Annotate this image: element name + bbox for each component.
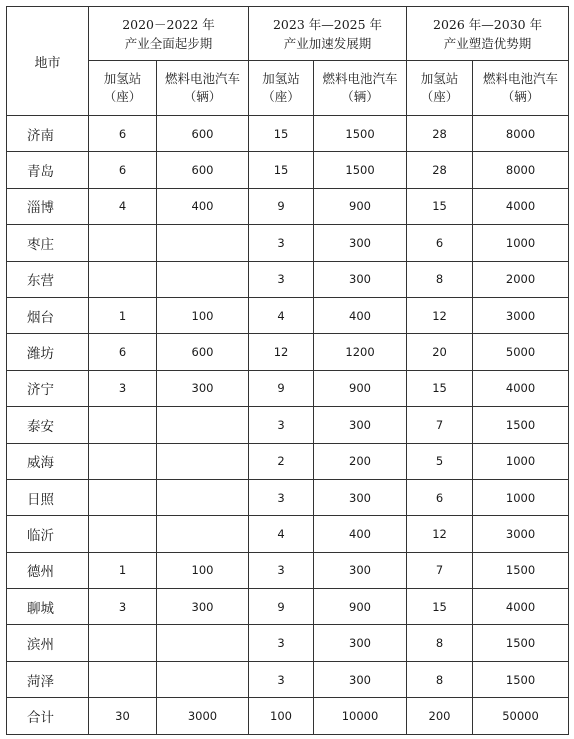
stations-cell: 3: [249, 661, 314, 697]
stations-cell: 15: [407, 370, 473, 406]
stations-unit: （座）: [103, 89, 142, 104]
table-row: [7, 225, 569, 261]
vehicles-cell: 8000: [473, 152, 569, 188]
city-cell: 滨州: [7, 625, 89, 661]
city-cell: 临沂: [7, 516, 89, 552]
stations-header: [407, 61, 473, 116]
vehicles-cell: 3000: [473, 516, 569, 552]
table-row: [7, 116, 569, 152]
stations-cell: 15: [407, 589, 473, 625]
stations-cell: 3: [249, 407, 314, 443]
table-row: [7, 479, 569, 515]
vehicles-cell: 300: [314, 225, 407, 261]
vehicles-cell: 200: [314, 443, 407, 479]
vehicles-cell: 900: [314, 370, 407, 406]
stations-cell: 15: [249, 116, 314, 152]
period-years: 2020－2022 年: [122, 16, 215, 32]
vehicles-cell: 1000: [473, 443, 569, 479]
vehicles-cell: 300: [157, 370, 249, 406]
stations-cell: 1: [89, 297, 157, 333]
stations-cell: 8: [407, 661, 473, 697]
stations-cell: 28: [407, 116, 473, 152]
vehicles-cell: 1000: [473, 479, 569, 515]
vehicles-unit: （辆）: [183, 89, 222, 104]
vehicles-cell: [157, 261, 249, 297]
vehicles-unit: （辆）: [501, 89, 540, 104]
stations-cell: [89, 261, 157, 297]
table-body: [7, 116, 569, 735]
vehicles-cell: [157, 625, 249, 661]
city-cell: 潍坊: [7, 334, 89, 370]
stations-cell: 9: [249, 589, 314, 625]
stations-label: 加氢站: [420, 71, 459, 86]
city-cell: 济宁: [7, 370, 89, 406]
vehicles-cell: 2000: [473, 261, 569, 297]
period-header-1: [89, 7, 249, 61]
table-row: [7, 589, 569, 625]
vehicles-cell: 4000: [473, 370, 569, 406]
stations-cell: 28: [407, 152, 473, 188]
vehicles-cell: 4000: [473, 589, 569, 625]
vehicles-cell: 400: [314, 297, 407, 333]
vehicles-label: 燃料电池汽车: [322, 71, 398, 86]
city-cell: 聊城: [7, 589, 89, 625]
vehicles-cell: 10000: [314, 698, 407, 735]
vehicles-cell: 300: [314, 261, 407, 297]
vehicles-header: [157, 61, 249, 116]
table-row: [7, 188, 569, 224]
vehicles-unit: （辆）: [341, 89, 379, 104]
stations-header: [249, 61, 314, 116]
table-row: [7, 443, 569, 479]
stations-label: 加氢站: [103, 71, 142, 86]
stations-cell: 3: [249, 625, 314, 661]
stations-cell: 200: [407, 698, 473, 735]
corner-header: 地市: [7, 7, 89, 116]
vehicles-cell: 600: [157, 116, 249, 152]
hydrogen-plan-table: [6, 6, 569, 735]
vehicles-cell: 1500: [473, 625, 569, 661]
table-row: [7, 552, 569, 588]
vehicles-cell: 600: [157, 334, 249, 370]
stations-cell: [89, 661, 157, 697]
stations-cell: 8: [407, 625, 473, 661]
stations-header: [89, 61, 157, 116]
stations-cell: 100: [249, 698, 314, 735]
vehicles-cell: 1500: [314, 152, 407, 188]
vehicles-cell: [157, 479, 249, 515]
period-header-3: [407, 7, 569, 61]
period-name: 产业加速发展期: [283, 35, 372, 51]
city-cell: 烟台: [7, 297, 89, 333]
stations-cell: 3: [89, 370, 157, 406]
stations-cell: [89, 407, 157, 443]
stations-cell: [89, 443, 157, 479]
vehicles-cell: 300: [314, 407, 407, 443]
total-row: [7, 698, 569, 735]
vehicles-cell: 1500: [473, 552, 569, 588]
vehicles-cell: 1200: [314, 334, 407, 370]
stations-cell: 9: [249, 370, 314, 406]
period-name: 产业塑造优势期: [443, 35, 532, 51]
stations-cell: 2: [249, 443, 314, 479]
total-label: 合计: [7, 698, 89, 735]
city-cell: 济南: [7, 116, 89, 152]
vehicles-cell: 300: [314, 625, 407, 661]
table-row: [7, 407, 569, 443]
stations-cell: 1: [89, 552, 157, 588]
stations-cell: 6: [407, 479, 473, 515]
vehicles-cell: [157, 443, 249, 479]
vehicles-cell: 1500: [473, 407, 569, 443]
table-row: [7, 625, 569, 661]
vehicles-cell: 3000: [157, 698, 249, 735]
vehicles-label: 燃料电池汽车: [483, 71, 559, 86]
stations-cell: 6: [89, 116, 157, 152]
table-row: [7, 297, 569, 333]
stations-cell: 4: [249, 297, 314, 333]
vehicles-cell: [157, 225, 249, 261]
city-cell: 威海: [7, 443, 89, 479]
table-row: [7, 370, 569, 406]
period-name: 产业全面起步期: [124, 35, 213, 51]
stations-cell: 6: [89, 334, 157, 370]
vehicles-cell: 600: [157, 152, 249, 188]
vehicles-cell: 400: [314, 516, 407, 552]
stations-cell: [89, 225, 157, 261]
city-cell: 泰安: [7, 407, 89, 443]
vehicles-cell: 5000: [473, 334, 569, 370]
stations-cell: 30: [89, 698, 157, 735]
stations-cell: 12: [407, 516, 473, 552]
vehicles-cell: 4000: [473, 188, 569, 224]
stations-cell: 12: [249, 334, 314, 370]
vehicles-cell: 1500: [314, 116, 407, 152]
stations-cell: 8: [407, 261, 473, 297]
stations-cell: 3: [249, 479, 314, 515]
stations-cell: 4: [249, 516, 314, 552]
period-header-2: [249, 7, 407, 61]
stations-cell: 12: [407, 297, 473, 333]
vehicles-cell: 3000: [473, 297, 569, 333]
vehicles-header: [473, 61, 569, 116]
city-cell: 日照: [7, 479, 89, 515]
vehicles-cell: 400: [157, 188, 249, 224]
city-cell: 淄博: [7, 188, 89, 224]
vehicles-cell: 100: [157, 297, 249, 333]
stations-cell: [89, 625, 157, 661]
table-row: [7, 661, 569, 697]
stations-cell: 15: [407, 188, 473, 224]
stations-cell: 3: [249, 225, 314, 261]
stations-cell: 9: [249, 188, 314, 224]
stations-unit: （座）: [262, 89, 300, 104]
stations-cell: 7: [407, 552, 473, 588]
vehicles-cell: 50000: [473, 698, 569, 735]
vehicles-cell: 900: [314, 188, 407, 224]
city-cell: 青岛: [7, 152, 89, 188]
table-row: [7, 152, 569, 188]
stations-cell: [89, 479, 157, 515]
stations-cell: 15: [249, 152, 314, 188]
stations-cell: 3: [249, 552, 314, 588]
city-cell: 枣庄: [7, 225, 89, 261]
vehicles-cell: [157, 516, 249, 552]
period-years: 2023 年—2025 年: [272, 16, 383, 32]
vehicles-label: 燃料电池汽车: [165, 71, 241, 86]
vehicles-cell: 8000: [473, 116, 569, 152]
vehicles-cell: [157, 407, 249, 443]
vehicles-cell: 300: [157, 589, 249, 625]
stations-cell: 6: [89, 152, 157, 188]
stations-cell: 7: [407, 407, 473, 443]
vehicles-cell: 300: [314, 552, 407, 588]
stations-cell: 6: [407, 225, 473, 261]
vehicles-cell: 900: [314, 589, 407, 625]
vehicles-cell: 100: [157, 552, 249, 588]
stations-cell: [89, 516, 157, 552]
table-row: [7, 516, 569, 552]
stations-cell: 4: [89, 188, 157, 224]
period-years: 2026 年—2030 年: [433, 16, 543, 32]
city-cell: 德州: [7, 552, 89, 588]
vehicles-header: [314, 61, 407, 116]
table-row: [7, 334, 569, 370]
stations-unit: （座）: [420, 89, 459, 104]
vehicles-cell: [157, 661, 249, 697]
vehicles-cell: 300: [314, 661, 407, 697]
city-cell: 菏泽: [7, 661, 89, 697]
stations-cell: 20: [407, 334, 473, 370]
stations-cell: 3: [89, 589, 157, 625]
stations-cell: 5: [407, 443, 473, 479]
vehicles-cell: 1500: [473, 661, 569, 697]
table-row: [7, 261, 569, 297]
vehicles-cell: 1000: [473, 225, 569, 261]
city-cell: 东营: [7, 261, 89, 297]
vehicles-cell: 300: [314, 479, 407, 515]
stations-cell: 3: [249, 261, 314, 297]
stations-label: 加氢站: [262, 71, 300, 86]
